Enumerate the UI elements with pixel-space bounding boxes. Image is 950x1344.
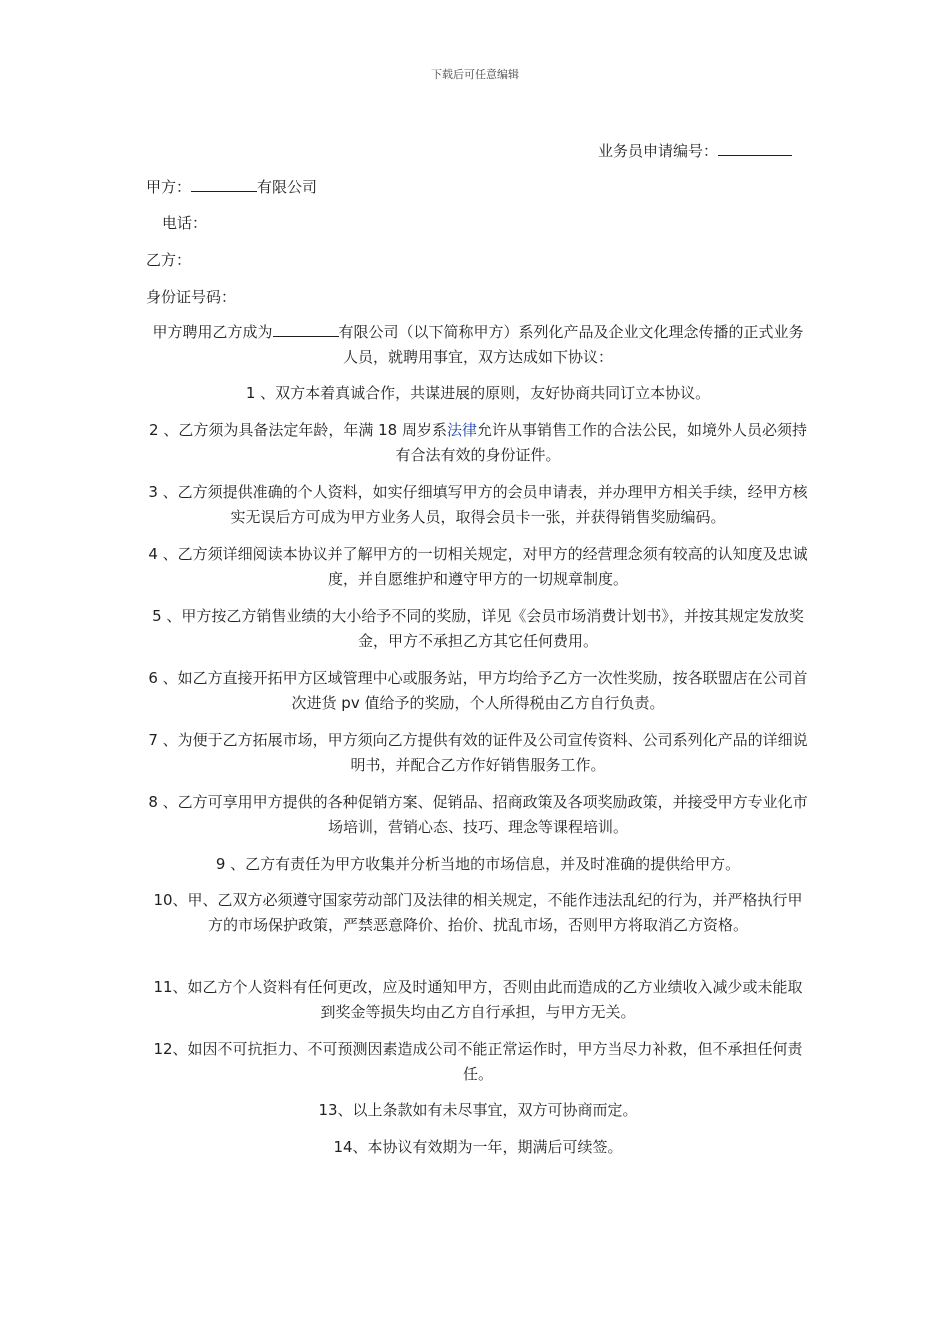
clause-2 (146, 418, 810, 468)
phone-field (162, 213, 207, 233)
id-number-label: 身份证号码： (146, 288, 237, 306)
clause-7: 7 、为便于乙方拓展市场，甲方须向乙方提供有效的证件及公司宣传资料、公司系列化产品的详细说明书，并配合乙方作好销售服务工作。 (148, 731, 808, 774)
id-number-field (146, 287, 236, 307)
clause-6: 6 、如乙方直接开拓甲方区域管理中心或服务站，甲方均给予乙方一次性奖励，按各联盟店在公司首次进货 pv 值给予的奖励，个人所得税由乙方自行负责。 (148, 669, 808, 712)
party-a-label: 甲方： (146, 178, 192, 196)
clause-12: 12、如因不可抗拒力、不可预测因素造成公司不能正常运作时，甲方当尽力补救，但不承担任何责任。 (153, 1040, 803, 1083)
phone-label: 电话： (162, 214, 208, 232)
law-link[interactable]: 法律 (446, 421, 477, 439)
clause-1: 1 、双方本着真诚合作，共谋进展的原则，友好协商共同订立本协议。 (245, 384, 711, 402)
intro-paragraph (146, 320, 810, 370)
party-a-field (146, 176, 317, 197)
clause-14: 14、本协议有效期为一年，期满后可续签。 (333, 1138, 623, 1156)
clause-2-before: 2 、乙方须为具备法定年龄，年满 18 周岁系 (149, 421, 447, 439)
intro-before: 甲方聘用乙方成为 (152, 323, 273, 341)
intro-after: 有限公司（以下简称甲方）系列化产品及企业文化理念传播的正式业务人员，就聘用事宜，双方达成如下协议： (338, 323, 804, 366)
party-b-field (146, 250, 191, 270)
party-a-suffix: 有限公司 (257, 178, 318, 196)
clause-3: 3 、乙方须提供准确的个人资料，如实仔细填写甲方的会员申请表，并办理甲方相关手续，经甲方核实无误后方可成为甲方业务人员，取得会员卡一张，并获得销售奖励编码。 (148, 483, 808, 526)
clause-4: 4 、乙方须详细阅读本协议并了解甲方的一切相关规定，对甲方的经营理念须有较高的认知度及忠诚度，并自愿维护和遵守甲方的一切规章制度。 (148, 545, 808, 588)
clause-5: 5 、甲方按乙方销售业绩的大小给予不同的奖励，详见《会员市场消费计划书》，并按其规定发放奖金，甲方不承担乙方其它任何费用。 (152, 607, 804, 650)
application-number-label: 业务员申请编号： (598, 142, 719, 160)
header-note: 下载后可任意编辑 (431, 68, 519, 81)
clause-8: 8 、乙方可享用甲方提供的各种促销方案、促销品、招商政策及各项奖励政策，并接受甲方专业化市场培训，营销心态、技巧、理念等课程培训。 (148, 793, 808, 836)
intro-company-blank (273, 321, 339, 337)
clause-10: 10、甲、乙双方必须遵守国家劳动部门及法律的相关规定，不能作违法乱纪的行为，并严格执行甲方的市场保护政策，严禁恶意降价、抬价、扰乱市场，否则甲方将取消乙方资格。 (153, 891, 803, 934)
application-number-field (598, 140, 792, 161)
party-a-blank (191, 176, 257, 192)
party-b-label: 乙方： (146, 251, 192, 269)
clause-13: 13、以上条款如有未尽事宜，双方可协商而定。 (318, 1101, 638, 1119)
application-number-blank (718, 140, 792, 156)
clause-11: 11、如乙方个人资料有任何更改，应及时通知甲方，否则由此而造成的乙方业绩收入减少或未能取到奖金等损失均由乙方自行承担，与甲方无关。 (153, 978, 803, 1021)
clause-9: 9 、乙方有责任为甲方收集并分析当地的市场信息，并及时准确的提供给甲方。 (215, 855, 741, 873)
clause-2-after: 允许从事销售工作的合法公民，如境外人员必须持有合法有效的身份证件。 (395, 421, 807, 464)
